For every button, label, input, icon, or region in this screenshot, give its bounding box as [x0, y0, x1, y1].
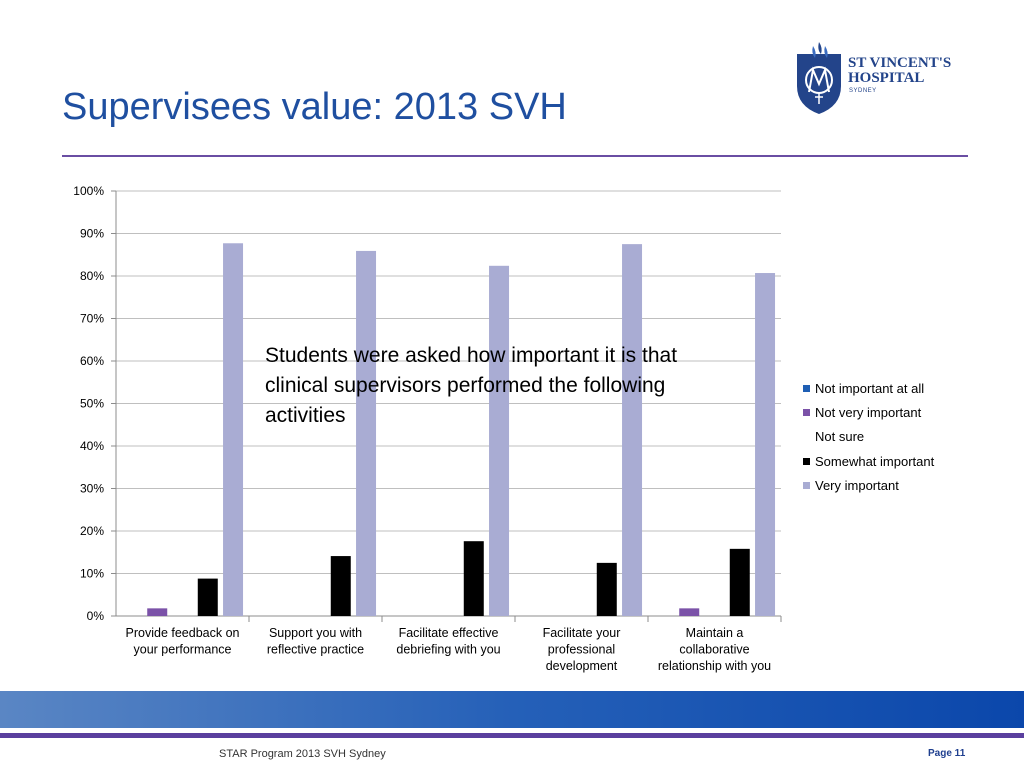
x-tick-label: development [545, 659, 618, 673]
x-tick-label: Facilitate your [542, 626, 621, 640]
legend-swatch [803, 482, 810, 489]
y-tick-label: 10% [79, 566, 104, 581]
y-tick-label: 100% [73, 184, 104, 198]
chart-annotation: Students were asked how important it is that clinical supervisors performed the following activities [265, 344, 678, 427]
bar [730, 549, 750, 616]
x-tick-label: relationship with you [657, 659, 772, 673]
logo-city: SYDNEY [849, 88, 877, 94]
legend-swatch [803, 385, 810, 392]
legend-label: Not very important [815, 405, 922, 421]
y-tick-label: 30% [79, 481, 104, 496]
legend-item [803, 400, 934, 424]
y-tick-label: 70% [79, 311, 104, 326]
legend-label: Very important [815, 478, 899, 494]
x-tick-label: professional [547, 642, 616, 657]
legend-item [803, 425, 934, 449]
footer-band [0, 691, 1024, 728]
y-tick-label: 90% [79, 226, 104, 241]
bar [223, 243, 243, 616]
y-tick-label: 60% [79, 354, 104, 368]
bar [331, 556, 351, 616]
bar [679, 608, 699, 616]
legend-label: Not sure [815, 429, 865, 445]
x-tick-label: reflective practice [266, 642, 365, 657]
x-tick-label: Maintain a [685, 626, 744, 640]
legend-swatch [803, 409, 810, 416]
x-tick-label: debriefing with you [396, 642, 501, 657]
bar [356, 251, 376, 616]
legend-label: Not important at all [815, 380, 925, 396]
bar [198, 579, 218, 616]
x-tick-label: Provide feedback on [125, 626, 240, 640]
x-tick-label: your performance [133, 642, 232, 657]
logo-wordmark: ST VINCENT'S HOSPITAL [848, 55, 952, 86]
y-tick-label: 20% [79, 524, 104, 538]
slide-title: Supervisees value: 2013 SVH [62, 86, 567, 128]
y-tick-label: 40% [79, 439, 104, 453]
y-tick-label: 80% [79, 269, 104, 283]
page-number: Page 11 [928, 748, 966, 759]
footer-line [0, 733, 1024, 738]
legend-item [803, 376, 934, 400]
bar [489, 266, 509, 616]
chart-legend [803, 376, 934, 498]
y-tick-label: 50% [79, 396, 104, 411]
legend-swatch [803, 433, 810, 440]
legend-item [803, 449, 934, 473]
bar [464, 541, 484, 616]
legend-item [803, 474, 934, 498]
bar [597, 563, 617, 616]
bar [755, 273, 775, 616]
x-tick-label: Facilitate effective [398, 626, 499, 640]
x-tick-label: Support you with [268, 626, 363, 640]
x-tick-label: collaborative [679, 642, 750, 657]
bar [147, 608, 167, 616]
legend-swatch [803, 458, 810, 465]
footer-text: STAR Program 2013 SVH Sydney [219, 748, 386, 760]
y-tick-label: 0% [86, 609, 104, 623]
legend-label: Somewhat important [815, 453, 935, 469]
